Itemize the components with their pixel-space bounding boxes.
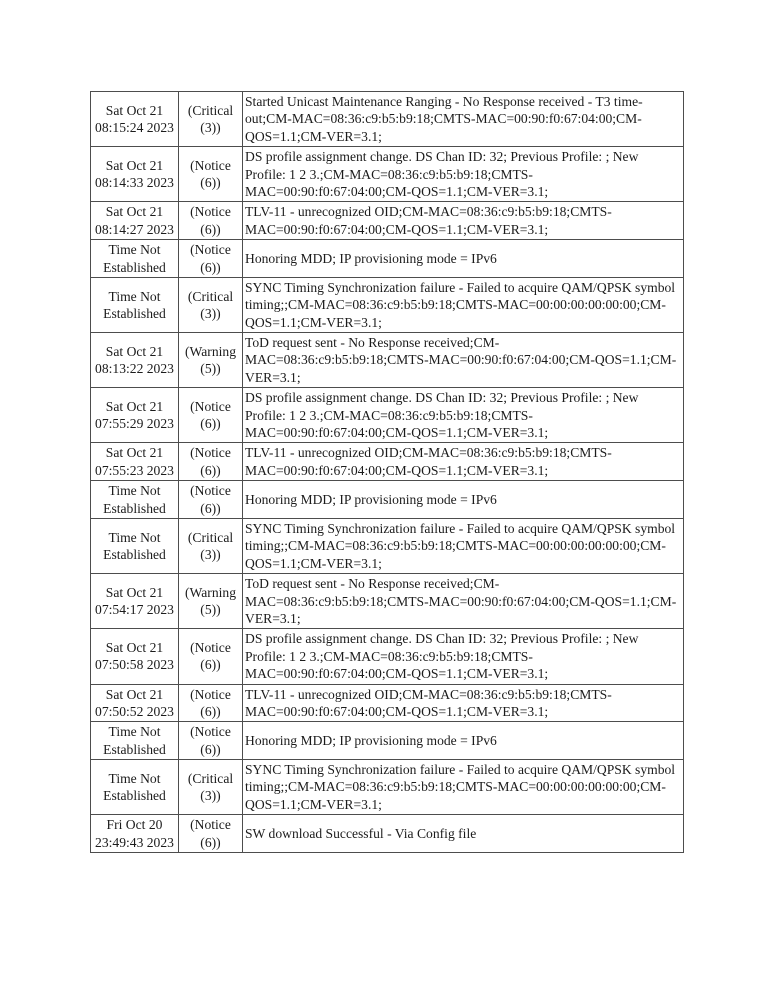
event-severity-cell: (Critical (3)) xyxy=(179,277,243,332)
event-severity-cell: (Warning (5)) xyxy=(179,333,243,388)
event-description-cell: Honoring MDD; IP provisioning mode = IPv6 xyxy=(243,240,684,278)
table-row xyxy=(91,760,684,815)
event-description-cell: SYNC Timing Synchronization failure - Failed to acquire QAM/QPSK symbol timing;;CM-MAC=08:36:c9:b5:b9:18;CMTS-MAC=00:00:00:00:00:00;CM-QOS=1.1;CM-VER=3.1; xyxy=(243,760,684,815)
table-row xyxy=(91,277,684,332)
event-severity-cell: (Notice (6)) xyxy=(179,147,243,202)
event-severity-cell: (Notice (6)) xyxy=(179,684,243,722)
table-row xyxy=(91,333,684,388)
event-severity-cell: (Notice (6)) xyxy=(179,202,243,240)
event-time-cell: Sat Oct 21 07:50:52 2023 xyxy=(91,684,179,722)
table-row xyxy=(91,815,684,853)
event-time-cell: Time Not Established xyxy=(91,518,179,573)
table-row xyxy=(91,388,684,443)
event-description-cell: Honoring MDD; IP provisioning mode = IPv6 xyxy=(243,481,684,519)
event-severity-cell: (Warning (5)) xyxy=(179,574,243,629)
table-row xyxy=(91,240,684,278)
event-time-cell: Sat Oct 21 08:15:24 2023 xyxy=(91,92,179,147)
event-time-cell: Time Not Established xyxy=(91,240,179,278)
table-row xyxy=(91,202,684,240)
event-description-cell: Honoring MDD; IP provisioning mode = IPv6 xyxy=(243,722,684,760)
table-row xyxy=(91,574,684,629)
event-time-cell: Time Not Established xyxy=(91,760,179,815)
event-time-cell: Sat Oct 21 08:13:22 2023 xyxy=(91,333,179,388)
table-row xyxy=(91,443,684,481)
event-description-cell: TLV-11 - unrecognized OID;CM-MAC=08:36:c9:b5:b9:18;CMTS-MAC=00:90:f0:67:04:00;CM-QOS=1.1;CM-VER=3.1; xyxy=(243,684,684,722)
table-row xyxy=(91,147,684,202)
event-log-body xyxy=(91,92,684,853)
event-description-cell: SYNC Timing Synchronization failure - Failed to acquire QAM/QPSK symbol timing;;CM-MAC=08:36:c9:b5:b9:18;CMTS-MAC=00:00:00:00:00:00;CM-QOS=1.1;CM-VER=3.1; xyxy=(243,277,684,332)
event-time-cell: Fri Oct 20 23:49:43 2023 xyxy=(91,815,179,853)
event-description-cell: DS profile assignment change. DS Chan ID: 32; Previous Profile: ; New Profile: 1 2 3.;CM-MAC=08:36:c9:b5:b9:18;CMTS-MAC=00:90:f0:67:04:00;CM-QOS=1.1;CM-VER=3.1; xyxy=(243,629,684,684)
event-description-cell: Started Unicast Maintenance Ranging - No Response received - T3 time-out;CM-MAC=08:36:c9:b5:b9:18;CMTS-MAC=00:90:f0:67:04:00;CM-QOS=1.1;CM-VER=3.1; xyxy=(243,92,684,147)
event-severity-cell: (Notice (6)) xyxy=(179,240,243,278)
event-description-cell: DS profile assignment change. DS Chan ID: 32; Previous Profile: ; New Profile: 1 2 3.;CM-MAC=08:36:c9:b5:b9:18;CMTS-MAC=00:90:f0:67:04:00;CM-QOS=1.1;CM-VER=3.1; xyxy=(243,147,684,202)
event-severity-cell: (Critical (3)) xyxy=(179,92,243,147)
table-row xyxy=(91,518,684,573)
event-description-cell: ToD request sent - No Response received;CM-MAC=08:36:c9:b5:b9:18;CMTS-MAC=00:90:f0:67:04:00;CM-QOS=1.1;CM-VER=3.1; xyxy=(243,333,684,388)
event-time-cell: Sat Oct 21 07:55:23 2023 xyxy=(91,443,179,481)
event-severity-cell: (Notice (6)) xyxy=(179,815,243,853)
table-row xyxy=(91,684,684,722)
event-time-cell: Time Not Established xyxy=(91,722,179,760)
event-time-cell: Sat Oct 21 07:55:29 2023 xyxy=(91,388,179,443)
event-time-cell: Time Not Established xyxy=(91,481,179,519)
event-time-cell: Sat Oct 21 07:50:58 2023 xyxy=(91,629,179,684)
table-row xyxy=(91,629,684,684)
event-severity-cell: (Notice (6)) xyxy=(179,388,243,443)
table-row xyxy=(91,722,684,760)
event-description-cell: DS profile assignment change. DS Chan ID: 32; Previous Profile: ; New Profile: 1 2 3.;CM-MAC=08:36:c9:b5:b9:18;CMTS-MAC=00:90:f0:67:04:00;CM-QOS=1.1;CM-VER=3.1; xyxy=(243,388,684,443)
event-time-cell: Sat Oct 21 08:14:33 2023 xyxy=(91,147,179,202)
event-time-cell: Time Not Established xyxy=(91,277,179,332)
event-time-cell: Sat Oct 21 07:54:17 2023 xyxy=(91,574,179,629)
table-row xyxy=(91,92,684,147)
event-severity-cell: (Critical (3)) xyxy=(179,518,243,573)
event-severity-cell: (Notice (6)) xyxy=(179,629,243,684)
event-description-cell: TLV-11 - unrecognized OID;CM-MAC=08:36:c9:b5:b9:18;CMTS-MAC=00:90:f0:67:04:00;CM-QOS=1.1;CM-VER=3.1; xyxy=(243,443,684,481)
event-severity-cell: (Notice (6)) xyxy=(179,722,243,760)
event-severity-cell: (Notice (6)) xyxy=(179,443,243,481)
event-time-cell: Sat Oct 21 08:14:27 2023 xyxy=(91,202,179,240)
table-row xyxy=(91,481,684,519)
event-severity-cell: (Notice (6)) xyxy=(179,481,243,519)
event-description-cell: ToD request sent - No Response received;CM-MAC=08:36:c9:b5:b9:18;CMTS-MAC=00:90:f0:67:04:00;CM-QOS=1.1;CM-VER=3.1; xyxy=(243,574,684,629)
event-description-cell: TLV-11 - unrecognized OID;CM-MAC=08:36:c9:b5:b9:18;CMTS-MAC=00:90:f0:67:04:00;CM-QOS=1.1;CM-VER=3.1; xyxy=(243,202,684,240)
event-description-cell: SYNC Timing Synchronization failure - Failed to acquire QAM/QPSK symbol timing;;CM-MAC=08:36:c9:b5:b9:18;CMTS-MAC=00:00:00:00:00:00;CM-QOS=1.1;CM-VER=3.1; xyxy=(243,518,684,573)
event-log-table xyxy=(90,91,684,853)
event-description-cell: SW download Successful - Via Config file xyxy=(243,815,684,853)
event-severity-cell: (Critical (3)) xyxy=(179,760,243,815)
